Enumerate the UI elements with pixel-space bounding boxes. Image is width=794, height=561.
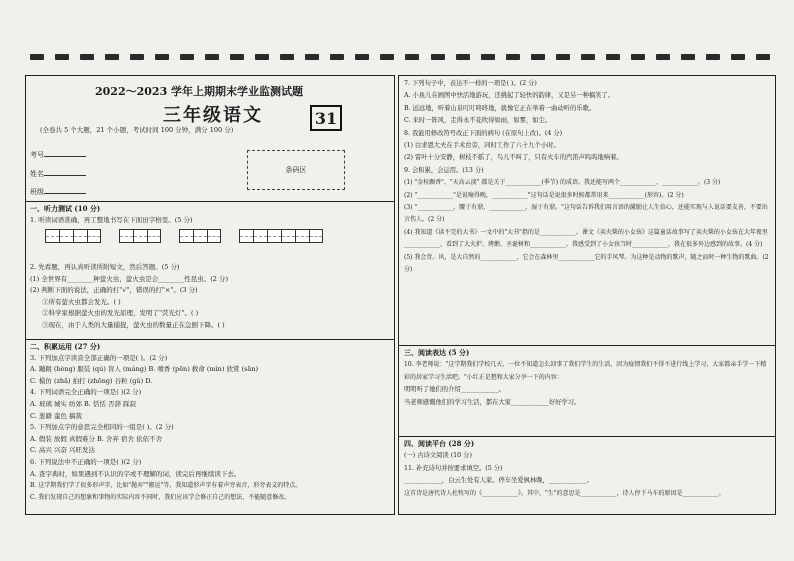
- section-title: 四、阅读平台 (28 分): [404, 439, 475, 448]
- question-7-a: A. 小鱼儿在画图中快活地游玩，还挑起了轻快的韵律，又是另一种搞笑了。: [404, 92, 615, 100]
- question-9-1: (1) "金桂飘香"、"天高云淡" 都是关于____________(季节) 的成语。我还能写两个____________、____________。(3 分): [404, 179, 721, 187]
- barcode-area: 条码区: [247, 150, 345, 190]
- question-11-b: 这首诗是唐代诗人杜牧写的《____________》。其中，"生"的意思是____________，诗人停下马车的原因是____________。: [404, 489, 725, 497]
- punch-hole-mark: [405, 54, 419, 60]
- question-6-c: C. 我们发现自己的想象和事物的实际内容不同时，我们应该学会修正自己的想法，不能随意修改。: [30, 493, 291, 501]
- exam-no-label: 考号: [30, 151, 44, 159]
- class-label: 班级: [30, 188, 44, 196]
- exam-note: (全卷共 5 个大题，21 个小题，考试时间 100 分钟，满分 100 分): [40, 126, 234, 134]
- punch-hole-mark: [55, 54, 69, 60]
- question-8-1: (1) 白求恩大夫在手术台旁，同时工作了六十九个小时。: [404, 142, 560, 150]
- question-10: 10. 李老师说："这学期我们学校几天，一位不知道怎么回事了我们学生的生活，因为疫情我们不得不进行线上学习，大家都亲手学一下精彩的居家学习生活吧。"小红正是想和大家分享一下的内容：: [404, 361, 767, 381]
- question-5-ab: A. 假装 放假 真假难分 B. 舍弃 宿舍 依依不舍: [30, 434, 163, 443]
- question-2-1: (1) 全世界有________种萤火虫，萤火虫是会________性昆虫。(2 分): [30, 274, 229, 283]
- question-3-ab: A. 蹦跳 (bèng) 服装 (qú) 盲人 (máng) B. 喷香 (pēn) 救命 (mìn) 欣赏 (sǎn): [30, 365, 259, 374]
- section-divider: [25, 339, 395, 340]
- question-11-a: ____________，白云生处有人家。停车坐爱枫林晚，____________。: [404, 477, 593, 485]
- question-3: 3. 下列加点字读音全部正确的一项是( )。(2 分): [30, 353, 168, 362]
- question-8-2: (2) 雷叶十分安静，树枝不摇了，鸟儿不叫了，只有火车的汽笛声呜呜地响着。: [404, 154, 623, 162]
- subsection-title: (一) 古诗文阅读 (10 分): [404, 452, 472, 460]
- exam-header: [25, 75, 395, 200]
- question-2-2c: ③现在，由于人类的大量捕捉，萤火虫的数量正在急剧下降。( ): [42, 320, 225, 329]
- section-reading-expression: [404, 347, 770, 409]
- right-questions-7-9: [404, 78, 770, 277]
- punch-hole-mark: [481, 54, 495, 60]
- punch-hole-row: [30, 52, 770, 62]
- paper-number-badge: 31: [310, 105, 342, 131]
- punch-hole-mark: [205, 54, 219, 60]
- question-4-ab: A. 玻璃 城实 纺郊 B. 恬恬 否辞 踩寂: [30, 399, 137, 408]
- punch-hole-mark: [155, 54, 169, 60]
- question-1: 1. 听读词语准确，再工整地书写在下面田字格里。(5 分): [30, 215, 193, 224]
- punch-hole-mark: [305, 54, 319, 60]
- punch-hole-mark: [105, 54, 119, 60]
- punch-hole-mark: [355, 54, 369, 60]
- punch-hole-mark: [556, 54, 570, 60]
- question-9-5: (5) 我会背。风，是大自然的____________，它会在森林里____________它的手风琴。为这种是动物的歌声，随之而时一种生物的歌曲。(2 分): [404, 253, 769, 274]
- question-4-c: C. 葱籍 蛮色 搞裁: [30, 411, 83, 420]
- writing-grid-group[interactable]: [119, 229, 161, 243]
- question-2-block: [30, 262, 228, 332]
- punch-hole-mark: [631, 54, 645, 60]
- question-9-3: (3) "____________，腰于有鼎，____________，湿于有鼎。"这句话告诉我们用言语的激励让人生信心，还能实现与人说话要友善，不要出言伤人。(2 分): [404, 204, 768, 224]
- section-divider: [398, 436, 776, 437]
- punch-hole-mark: [431, 54, 445, 60]
- question-2-2b: ②科学家根据萤火虫的发光原理，发明了"荧光灯"。( ): [42, 309, 199, 318]
- name-label: 姓名: [30, 170, 44, 178]
- question-9-4: (4) 我知道《读不完的大书》一文中的"大书"指的是____________。课文《卖火柴的小女孩》这篇童话故事写了卖火柴的小女孩在大年夜里____________，看到了大火炉、烤鹅、圣诞树和____________。我感受到了小女孩当时____________，我在很多外边感到的故事。(4 分): [404, 228, 768, 249]
- punch-hole-mark: [506, 54, 520, 60]
- subject-title: 三年级语文: [163, 105, 263, 126]
- punch-hole-mark: [380, 54, 394, 60]
- punch-hole-mark: [706, 54, 720, 60]
- question-7-c: C. 来时一阵风，走得永不花吹得如雨，如雾，如尘。: [404, 117, 552, 125]
- question-11: 11. 补充诗句并按要求填空。(5 分): [404, 464, 503, 472]
- punch-hole-mark: [330, 54, 344, 60]
- exam-title: 2022～2023 学年上期期末学业监测试题: [95, 85, 304, 98]
- question-4: 4. 下列词语完全正确的一项是( )(2 分): [30, 388, 142, 397]
- section-title: 三、阅读表达 (5 分): [404, 348, 470, 357]
- writing-grid-group[interactable]: [45, 229, 101, 243]
- class-field[interactable]: [30, 187, 86, 197]
- section-accumulation: [30, 341, 301, 503]
- question-6: 6. 下列说法中不正确的一项是( )(2 分): [30, 457, 142, 466]
- question-10-a: 明明听了她们的介绍____________。: [404, 386, 505, 394]
- question-7-b: B. 远远地，听着山泉叮叮咚咚地，就像它正在举着一曲动听的乐歌。: [404, 104, 596, 112]
- question-2: 2. 先看题，再认真听读所附短文，然后答题。(5 分): [30, 263, 180, 271]
- punch-hole-mark: [731, 54, 745, 60]
- punch-hole-mark: [531, 54, 545, 60]
- punch-hole-mark: [681, 54, 695, 60]
- writing-grid-group[interactable]: [239, 229, 323, 243]
- question-10-b: 当老师感慨他们的学习生活，都在大家____________好好学习。: [404, 398, 581, 406]
- punch-hole-mark: [30, 54, 44, 60]
- question-8: 8. 我能用修改符号改正下面的病句 (在原句上改)。(4 分): [404, 129, 563, 137]
- question-3-cd: C. 模仿 (zhǎ) 拍打 (zhōng) 谷粒 (ɡǔ) D.: [30, 376, 153, 385]
- question-9: 9. 会积累，会运用。(13 分): [404, 166, 484, 174]
- question-6-b: B. 这学期我们学了很多形声字，比如"抛弃""搬运"等，我知道形声字有着声旁表音，形旁表义的特点。: [30, 482, 302, 490]
- punch-hole-mark: [180, 54, 194, 60]
- section-reading-platform: [404, 438, 770, 500]
- punch-hole-mark: [456, 54, 470, 60]
- exam-no-field[interactable]: [30, 150, 86, 160]
- section-divider: [25, 201, 395, 202]
- punch-hole-mark: [606, 54, 620, 60]
- question-5: 5. 下列加点字的意思完全相同的一组是( )。(2 分): [30, 423, 174, 432]
- question-7: 7. 下列句子中，表达不一样的一项是( )。(2 分): [404, 80, 537, 87]
- question-6-a: A. 查字典时，如果遇到不认识的字或不理解的词，读完后再继续读下去。: [30, 469, 241, 478]
- writing-grid-group[interactable]: [179, 229, 221, 243]
- section-title: 二、积累运用 (27 分): [30, 342, 101, 351]
- punch-hole-mark: [756, 54, 770, 60]
- question-5-c: C. 高兴 兴奋 兴旺发达: [30, 446, 96, 455]
- name-field[interactable]: [30, 169, 86, 179]
- question-2-2: (2) 判断下面的说法，正确的打"√"，错误的打"×"。(3 分): [30, 286, 198, 295]
- punch-hole-mark: [581, 54, 595, 60]
- writing-grid-row: [45, 229, 323, 243]
- section-title: 一、听力测试 (10 分): [30, 204, 101, 213]
- question-2-2a: ①所有萤火虫都会发光。( ): [42, 297, 121, 306]
- section-divider: [398, 345, 776, 346]
- section-listening: [30, 203, 193, 226]
- punch-hole-mark: [656, 54, 670, 60]
- question-9-2: (2) "____________"是说喻得晚，____________"这句话是说很多时候都常用来____________(形容)。(2 分): [404, 191, 684, 199]
- punch-hole-mark: [255, 54, 269, 60]
- punch-hole-mark: [280, 54, 294, 60]
- punch-hole-mark: [80, 54, 94, 60]
- punch-hole-mark: [130, 54, 144, 60]
- punch-hole-mark: [230, 54, 244, 60]
